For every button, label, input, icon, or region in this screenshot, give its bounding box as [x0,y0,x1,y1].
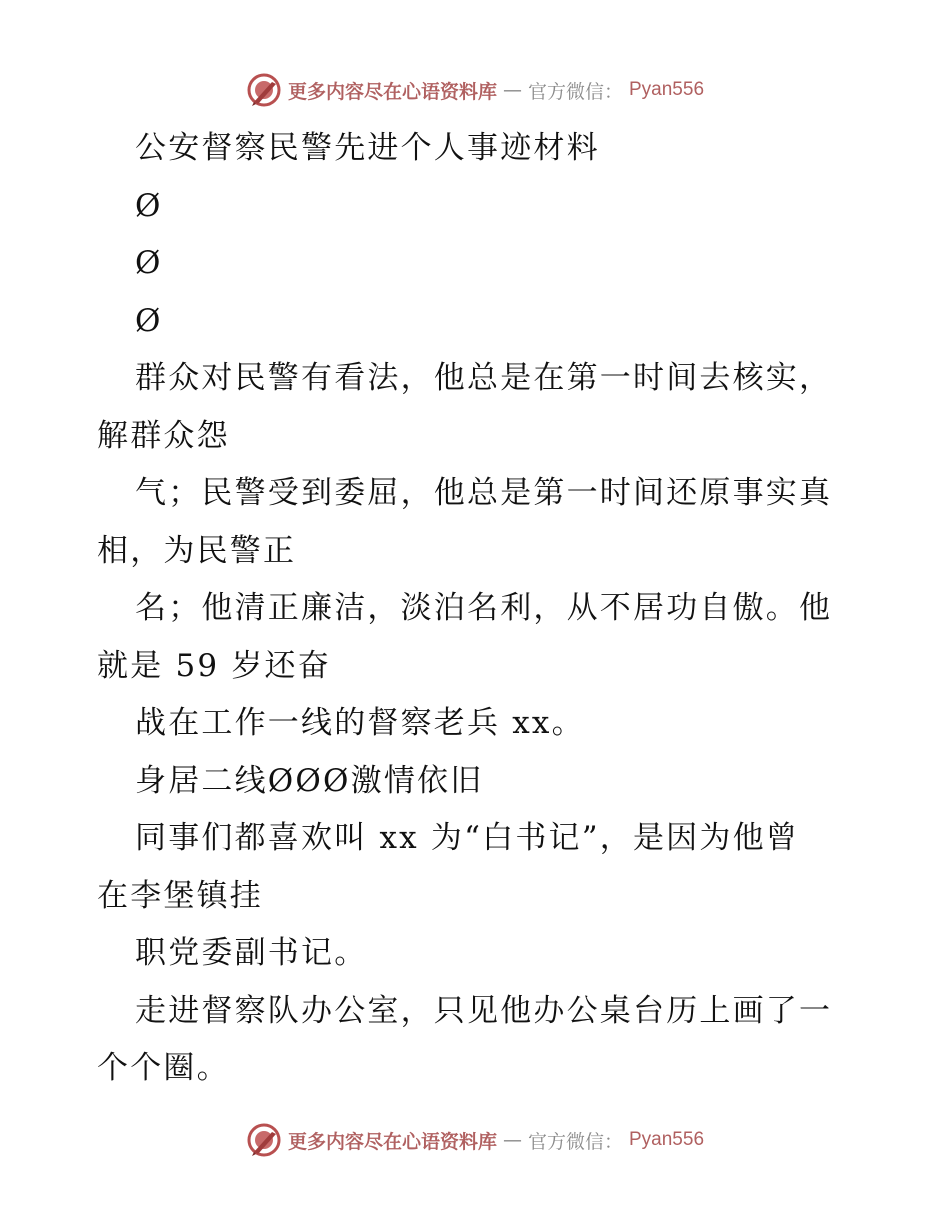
paragraph-line: 走进督察队办公室，只见他办公桌台历上画了一 [135,992,833,1029]
paragraph-line: 名；他清正廉洁，淡泊名利，从不居功自傲。他 [135,590,833,626]
document-body [97,120,857,1098]
bullet-symbol: Ø [135,187,163,224]
paragraph-line: 个个圈。 [97,1050,230,1086]
header-watermark [0,70,950,110]
pen-logo-icon [246,72,282,108]
bullet-symbol: Ø [135,245,163,281]
paragraph-line: 相，为民警正 [97,532,297,569]
paragraph-line: 气；民警受到委屈，他总是第一时间还原事实真 [135,475,833,511]
watermark-label: 官方微信： [527,1130,623,1153]
bullet-symbol: Ø [135,302,163,339]
watermark-label: 官方微信： [527,80,623,103]
watermark-main-text: 更多内容尽在心语资料库 [287,80,497,103]
pen-logo-icon [246,1122,282,1158]
watermark-wechat-id: Pyan556 [629,79,705,100]
paragraph-line: 群众对民警有看法，他总是在第一时间去核实， [135,360,833,396]
paragraph-line: 同事们都喜欢叫 xx 为“白书记”，是因为他曾 [135,820,799,856]
section-heading: 身居二线ØØØ激情依旧 [135,762,484,799]
paragraph-line: 解群众怨 [97,417,230,454]
paragraph-line: 战在工作一线的督察老兵 xx。 [135,705,585,741]
watermark-main-text: 更多内容尽在心语资料库 [287,1130,497,1153]
paragraph-line: 职党委副书记。 [135,935,368,971]
document-title: 公安督察民警先进个人事迹材料 [135,130,600,166]
paragraph-line: 就是 59 岁还奋 [97,647,331,684]
watermark-separator: — [502,79,522,101]
watermark-wechat-id: Pyan556 [629,1129,705,1150]
paragraph-line: 在李堡镇挂 [97,877,263,914]
footer-watermark [0,1120,950,1160]
watermark-separator: — [502,1129,522,1151]
